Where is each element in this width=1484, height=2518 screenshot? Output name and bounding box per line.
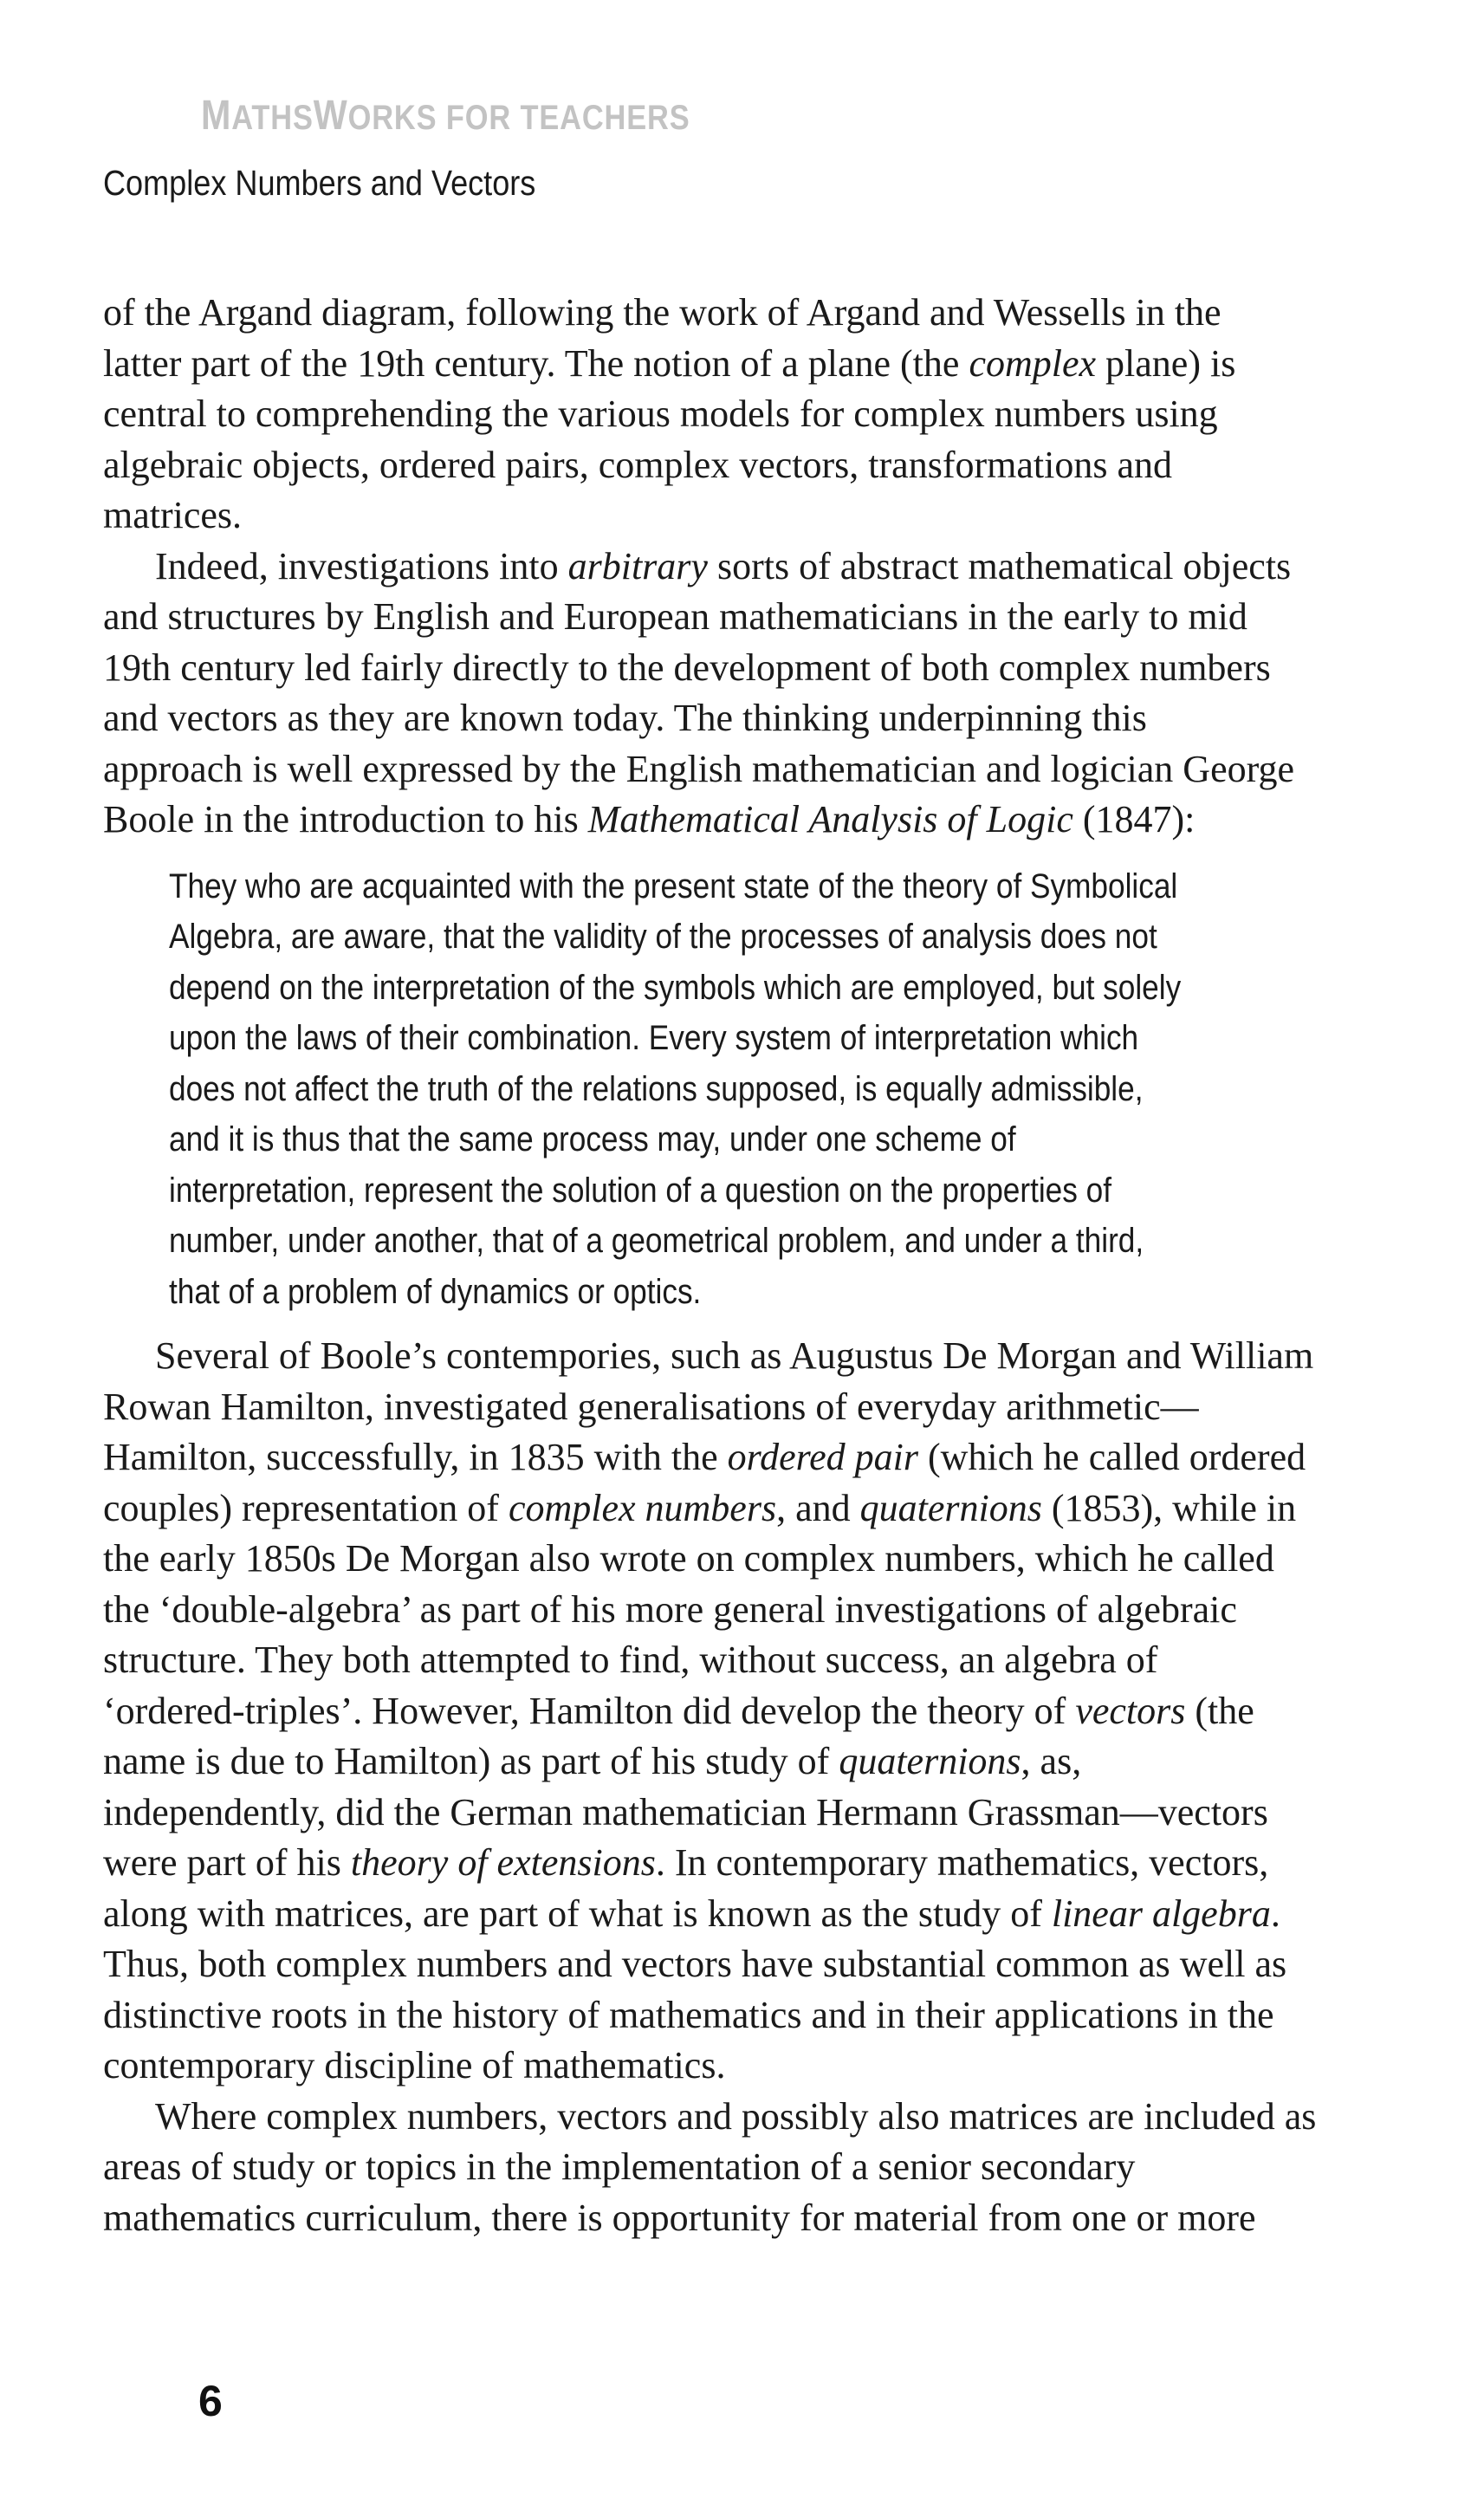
text-run: , and (776, 1486, 860, 1529)
text-run: areas of study or topics in the implementation of a senior secondary (103, 2145, 1136, 2188)
text-run: of the Argand diagram, following the work of Argand and Wessells in the (103, 291, 1222, 334)
text-run: . In contemporary mathematics, vectors, (655, 1841, 1269, 1884)
text-line (103, 693, 1403, 744)
text-line (103, 1990, 1403, 2041)
text-run: mathematics curriculum, there is opportunity for material from one or more (103, 2196, 1256, 2239)
paragraph-1 (103, 288, 1403, 542)
text-run: upon the laws of their combination. Every system of interpretation which (169, 1019, 1139, 1057)
text-run: sorts of abstract mathematical objects (707, 544, 1292, 587)
text-run: Rowan Hamilton, investigated generalisations of everyday arithmetic— (103, 1385, 1199, 1428)
italic-term: arbitrary (567, 544, 708, 587)
paragraph-3 (103, 1331, 1403, 2092)
text-line (103, 643, 1403, 694)
brand-initial-maths: M (201, 93, 232, 139)
text-run: couples) representation of (103, 1486, 509, 1529)
text-line (103, 1635, 1403, 1686)
text-run: structure. They both attempted to find, without success, an algebra of (103, 1639, 1158, 1681)
text-line (103, 542, 1403, 593)
paragraph-4 (103, 2092, 1403, 2244)
text-run: and vectors as they are known today. The thinking underpinning this (103, 697, 1147, 739)
text-line (103, 490, 1403, 542)
text-line (103, 1838, 1403, 1889)
text-run: central to comprehending the various models for complex numbers using (103, 393, 1218, 435)
text-run: . (1270, 1892, 1280, 1935)
text-line (169, 1216, 1254, 1267)
text-line (103, 389, 1403, 440)
text-run: (the (1185, 1689, 1254, 1732)
text-run: the early 1850s De Morgan also wrote on complex numbers, which he called (103, 1537, 1274, 1580)
text-line (103, 1939, 1403, 1990)
text-line (103, 1686, 1403, 1737)
text-run: name is due to Hamilton) as part of his study of (103, 1740, 839, 1782)
brand-rest-works: ORKS FOR TEACHERS (347, 99, 690, 137)
text-line (103, 1788, 1403, 1839)
text-run: plane) is (1096, 341, 1236, 385)
text-line (169, 912, 1254, 963)
running-title: Complex Numbers and Vectors (103, 163, 536, 203)
italic-term: quaternions (859, 1486, 1042, 1529)
text-line (103, 1889, 1403, 1940)
text-run: algebraic objects, ordered pairs, complex vectors, transformations and (103, 443, 1172, 486)
page-number: 6 (198, 2377, 223, 2425)
text-line (169, 1114, 1254, 1165)
text-line (103, 592, 1403, 643)
text-run: that of a problem of dynamics or optics. (169, 1272, 702, 1311)
text-run: Several of Boole’s contempories, such as Augustus De Morgan and William (155, 1334, 1314, 1377)
text-run: Indeed, investigations into (155, 544, 568, 587)
text-run: Boole in the introduction to his (103, 798, 588, 840)
text-run: latter part of the 19th century. The notion of a plane (the (103, 341, 969, 385)
text-line (103, 1736, 1403, 1788)
text-run: Algebra, are aware, that the validity of the processes of analysis does not (169, 918, 1157, 956)
text-line (103, 339, 1403, 390)
text-line (103, 1382, 1403, 1433)
text-line (103, 1432, 1403, 1483)
text-run: along with matrices, are part of what is known as the study of (103, 1892, 1052, 1935)
italic-term: theory of extensions (350, 1841, 656, 1884)
text-line (169, 1267, 1254, 1318)
text-line (103, 1331, 1403, 1382)
text-run: , as, (1021, 1740, 1082, 1782)
text-run: (1853), while in (1041, 1486, 1297, 1529)
text-line (103, 440, 1403, 491)
text-run: depend on the interpretation of the symbols which are employed, but solely (169, 968, 1182, 1007)
italic-term: vectors (1075, 1689, 1186, 1732)
text-line (169, 861, 1254, 912)
text-line (169, 963, 1254, 1014)
text-run: Hamilton, successfully, in 1835 with the (103, 1436, 728, 1478)
text-line (169, 1013, 1254, 1064)
text-line (103, 744, 1403, 795)
text-run: contemporary discipline of mathematics. (103, 2044, 726, 2086)
italic-term: Mathematical Analysis of Logic (587, 798, 1073, 840)
italic-term: complex numbers (508, 1486, 777, 1529)
text-line (103, 2041, 1403, 2092)
italic-term: ordered pair (727, 1436, 918, 1478)
text-run: does not affect the truth of the relations supposed, is equally admissible, (169, 1069, 1144, 1108)
text-run: Thus, both complex numbers and vectors have substantial common as well as (103, 1943, 1287, 1985)
text-line (103, 1483, 1403, 1535)
text-run: and it is thus that the same process may, under one scheme of (169, 1120, 1016, 1158)
main-text (103, 288, 1403, 2243)
series-brand (201, 92, 690, 140)
text-run: approach is well expressed by the English mathematician and logician George (103, 747, 1294, 790)
text-run: number, under another, that of a geometrical problem, and under a third, (169, 1222, 1144, 1260)
text-line (103, 1534, 1403, 1585)
italic-term: linear algebra (1051, 1892, 1271, 1935)
text-line (103, 2193, 1403, 2244)
text-run: interpretation, represent the solution of a question on the properties of (169, 1171, 1111, 1210)
text-run: the ‘double-algebra’ as part of his more general investigations of algebraic (103, 1587, 1237, 1631)
text-run: independently, did the German mathematician Hermann Grassman—vectors (103, 1790, 1268, 1833)
brand-initial-works: W (313, 93, 348, 139)
text-run: Where complex numbers, vectors and possibly also matrices are included as (155, 2094, 1317, 2138)
text-run: ‘ordered-triples’. However, Hamilton did develop the theory of (103, 1689, 1076, 1732)
text-line (169, 1165, 1254, 1217)
text-line (103, 795, 1403, 846)
text-line (103, 2142, 1403, 2193)
text-run: 19th century led fairly directly to the development of both complex numbers (103, 646, 1271, 689)
text-run: They who are acquainted with the present state of the theory of Symbolical (169, 866, 1178, 905)
text-run: were part of his (103, 1841, 351, 1884)
text-line (103, 1585, 1403, 1636)
italic-term: quaternions (839, 1740, 1021, 1782)
paragraph-2 (103, 542, 1403, 846)
italic-term: complex (969, 341, 1097, 385)
text-run: distinctive roots in the history of mathematics and in their applications in the (103, 1993, 1274, 2036)
block-quote (103, 861, 1403, 1318)
brand-rest-maths: ATHS (231, 99, 314, 137)
text-line (169, 1064, 1254, 1115)
text-line (103, 288, 1403, 339)
text-run: (which he called ordered (918, 1436, 1306, 1478)
text-run: (1847): (1072, 798, 1196, 840)
text-run: and structures by English and European mathematicians in the early to mid (103, 595, 1247, 638)
text-run: matrices. (103, 494, 243, 536)
text-line (103, 2092, 1403, 2143)
